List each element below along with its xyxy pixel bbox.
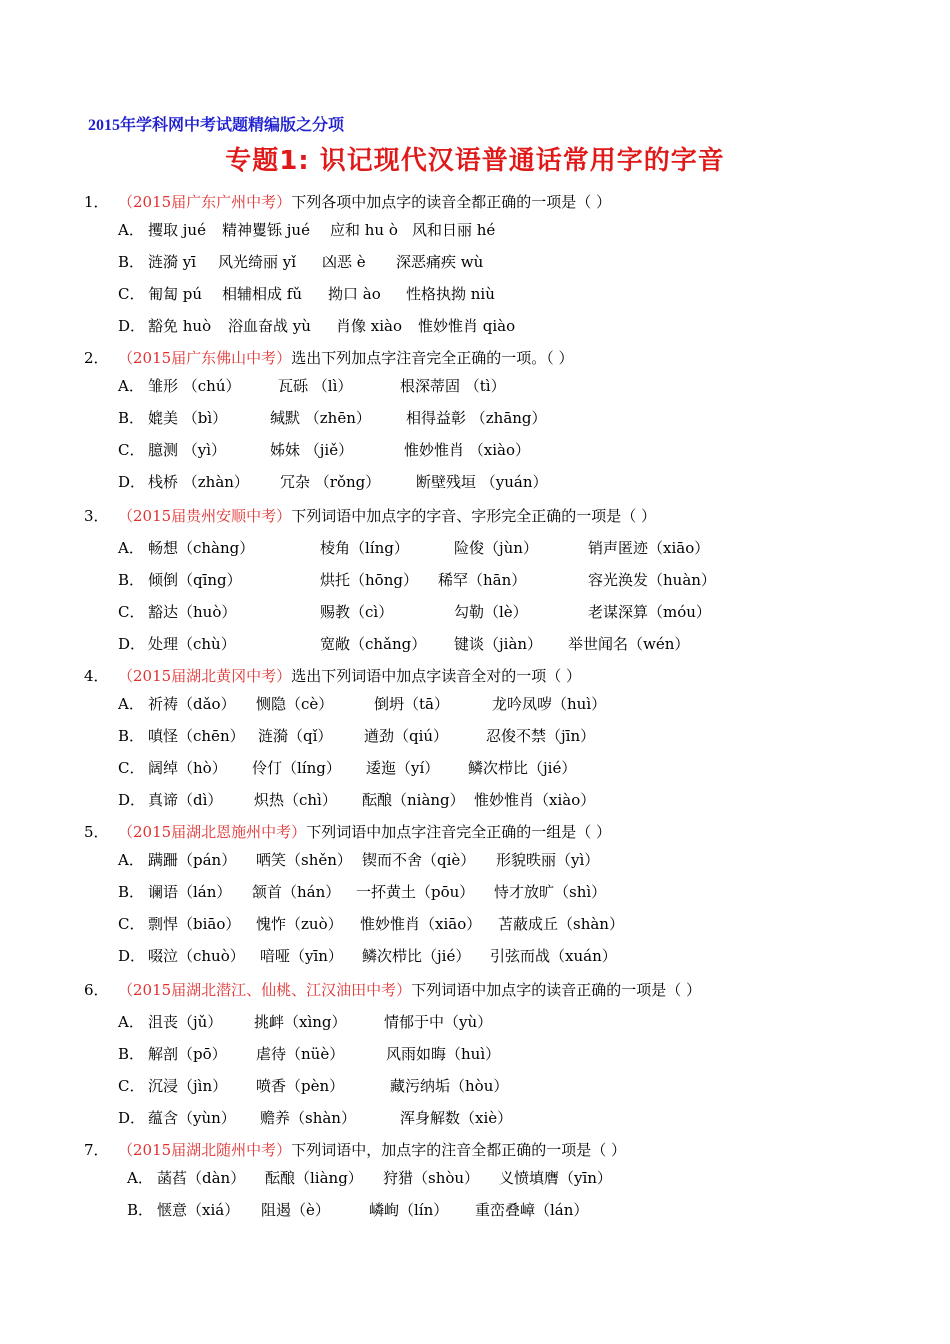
option-item: 棱角（líng）	[320, 539, 409, 557]
option-item: 鳞次栉比（jié）	[362, 947, 471, 965]
option-item: 沉浸（jìn）	[148, 1077, 228, 1095]
option-item: 精神矍铄 jué	[222, 221, 310, 239]
option-label: C．	[118, 603, 145, 621]
option-a	[118, 536, 710, 560]
option-item: 倾倒（qīng）	[148, 571, 242, 589]
option-item: 雏形 （chú）	[148, 377, 241, 395]
option-d	[118, 314, 516, 338]
option-item: 一抔黄土（pōu）	[356, 883, 475, 901]
option-item: 真谛（dì）	[148, 791, 223, 809]
option-label: B．	[118, 883, 145, 901]
option-item: 蕴含（yùn）	[148, 1109, 236, 1127]
option-item: 赐教（cì）	[320, 603, 394, 621]
option-item: 龙吟凤哕（huì）	[492, 695, 607, 713]
option-item: 缄默 （zhēn）	[270, 409, 371, 427]
option-item: 冗杂 （rǒng）	[280, 473, 381, 491]
option-item: 义愤填膺（yīn）	[499, 1169, 612, 1187]
option-label: C．	[118, 915, 145, 933]
option-b	[118, 250, 484, 274]
option-label: D．	[118, 1109, 146, 1127]
option-item: 祈祷（dǎo）	[148, 695, 236, 713]
option-label: A．	[118, 221, 144, 239]
option-item: 恃才放旷（shì）	[494, 883, 607, 901]
option-label: D．	[118, 317, 146, 335]
option-item: 重峦叠嶂（lán）	[475, 1201, 589, 1219]
option-item: 相辅相成 fǔ	[222, 285, 302, 303]
question-1	[84, 190, 611, 214]
option-b	[118, 1042, 501, 1066]
option-label: A．	[118, 695, 144, 713]
option-item: 酝酿（liàng）	[265, 1169, 363, 1187]
option-item: 形貌昳丽（yì）	[496, 851, 600, 869]
option-label: D．	[118, 791, 146, 809]
option-item: 伶仃（líng）	[252, 759, 341, 777]
option-c	[118, 1074, 509, 1098]
option-item: 赡养（shàn）	[260, 1109, 356, 1127]
option-label: C．	[118, 759, 145, 777]
option-item: 情郁于中（yù）	[384, 1013, 493, 1031]
option-item: 风雨如晦（huì）	[386, 1045, 501, 1063]
option-d	[118, 470, 548, 494]
option-label: C．	[118, 1077, 145, 1095]
option-item: 根深蒂固 （tì）	[400, 377, 506, 395]
option-a	[118, 218, 496, 242]
option-label: C．	[118, 285, 145, 303]
option-item: 炽热（chì）	[254, 791, 337, 809]
question-stem: 下列词语中加点字的字音、字形完全正确的一项是（ ）	[291, 507, 656, 525]
option-item: 栈桥 （zhàn）	[148, 473, 249, 491]
option-item: 狩猎（shòu）	[383, 1169, 480, 1187]
option-label: D．	[118, 635, 146, 653]
option-item: 嶙峋（lín）	[369, 1201, 449, 1219]
question-number: 7．	[84, 1141, 109, 1159]
option-item: 风和日丽 hé	[412, 221, 496, 239]
option-item: 性格执拗 niù	[406, 285, 495, 303]
option-label: B．	[118, 253, 145, 271]
question-stem: 选出下列加点字注音完全正确的一项。（ ）	[291, 349, 574, 367]
option-item: 肖像 xiào	[336, 317, 402, 335]
option-item: 阔绰（hò）	[148, 759, 227, 777]
option-item: 惟妙惟肖 （xiào）	[404, 441, 530, 459]
option-label: B．	[127, 1201, 154, 1219]
option-item: 老谋深算（móu）	[588, 603, 711, 621]
option-item: 藏污纳垢（hòu）	[390, 1077, 509, 1095]
option-item: 蹒跚（pán）	[148, 851, 237, 869]
question-stem: 选出下列词语中加点字读音全对的一项（ ）	[291, 667, 581, 685]
option-c	[118, 756, 577, 780]
option-c	[118, 600, 711, 624]
option-label: B．	[118, 409, 145, 427]
option-item: 瓦砾 （lì）	[278, 377, 353, 395]
option-item: 相得益彰 （zhāng）	[406, 409, 547, 427]
question-source: （2015届湖北随州中考）	[118, 1141, 292, 1159]
option-item: 匍匐 pú	[148, 285, 203, 303]
option-item: 剽悍（biāo）	[148, 915, 241, 933]
option-item: 处理（chù）	[148, 635, 236, 653]
question-5	[84, 820, 611, 844]
question-3	[84, 504, 656, 528]
option-b	[118, 406, 547, 430]
option-item: 攫取 jué	[148, 221, 206, 239]
question-stem: 下列词语中加点字注音完全正确的一组是（ ）	[306, 823, 611, 841]
option-item: 凶恶 è	[322, 253, 366, 271]
option-d	[118, 1106, 513, 1130]
option-d	[118, 788, 596, 812]
question-source: （2015届湖北黄冈中考）	[118, 667, 292, 685]
option-item: 臆测 （yì）	[148, 441, 227, 459]
option-item: 稀罕（hān）	[438, 571, 527, 589]
question-stem: 下列各项中加点字的读音全都正确的一项是（ ）	[291, 193, 611, 211]
option-a	[118, 374, 506, 398]
option-c	[118, 438, 530, 462]
option-c	[118, 282, 495, 306]
option-d	[118, 632, 690, 656]
option-c	[118, 912, 624, 936]
option-item: 引弦而战（xuán）	[490, 947, 617, 965]
option-item: 举世闻名（wén）	[568, 635, 690, 653]
option-item: 酝酿（niàng）	[362, 791, 465, 809]
question-6	[84, 978, 701, 1002]
question-source: （2015届广东佛山中考）	[118, 349, 292, 367]
option-item: 畅想（chàng）	[148, 539, 255, 557]
option-label: A．	[127, 1169, 153, 1187]
option-item: 应和 hu ò	[330, 221, 398, 239]
option-item: 惟妙惟肖（xiāo）	[360, 915, 482, 933]
option-item: 键谈（jiàn）	[454, 635, 543, 653]
option-item: 逶迤（yí）	[366, 759, 440, 777]
option-b	[127, 1198, 589, 1222]
option-b	[118, 568, 716, 592]
option-label: A．	[118, 851, 144, 869]
option-a	[127, 1166, 612, 1190]
question-number: 5．	[84, 823, 109, 841]
option-item: 啜泣（chuò）	[148, 947, 245, 965]
option-label: C．	[118, 441, 145, 459]
option-item: 恻隐（cè）	[256, 695, 334, 713]
question-number: 2．	[84, 349, 109, 367]
question-source: （2015届贵州安顺中考）	[118, 507, 292, 525]
option-item: 惟妙惟肖 qiào	[418, 317, 516, 335]
question-number: 1．	[84, 193, 109, 211]
option-item: 苫蔽成丘（shàn）	[498, 915, 624, 933]
question-source: （2015届湖北潜江、仙桃、江汉油田中考）	[118, 981, 412, 999]
option-a	[118, 1010, 493, 1034]
option-label: A．	[118, 377, 144, 395]
option-item: 豁达（huò）	[148, 603, 237, 621]
question-number: 3．	[84, 507, 109, 525]
option-item: 惟妙惟肖（xiào）	[474, 791, 596, 809]
option-item: 愧怍（zuò）	[256, 915, 343, 933]
series-header: 2015年学科网中考试题精编版之分项	[88, 117, 345, 134]
option-label: B．	[118, 571, 145, 589]
option-item: 倒坍（tā）	[374, 695, 449, 713]
option-item: 谰语（lán）	[148, 883, 232, 901]
question-source: （2015届广东广州中考）	[118, 193, 292, 211]
option-item: 断壁残垣 （yuán）	[416, 473, 548, 491]
question-7	[84, 1138, 626, 1162]
option-item: 销声匿迹（xiāo）	[588, 539, 710, 557]
option-item: 颔首（hán）	[252, 883, 341, 901]
option-item: 深恶痛疾 wù	[396, 253, 484, 271]
option-item: 险俊（jùn）	[454, 539, 538, 557]
page-title: 专题1: 识记现代汉语普通话常用字的字音	[225, 146, 725, 176]
option-label: B．	[118, 727, 145, 745]
option-label: D．	[118, 947, 146, 965]
option-item: 锲而不舍（qiè）	[362, 851, 476, 869]
option-item: 解剖（pō）	[148, 1045, 227, 1063]
question-source: （2015届湖北恩施州中考）	[118, 823, 307, 841]
option-item: 容光涣发（huàn）	[588, 571, 716, 589]
option-label: B．	[118, 1045, 145, 1063]
option-item: 姊妹 （jiě）	[270, 441, 354, 459]
question-number: 4．	[84, 667, 109, 685]
option-item: 遒劲（qiú）	[364, 727, 449, 745]
option-item: 豁免 huò	[148, 317, 212, 335]
option-item: 阻遏（è）	[261, 1201, 330, 1219]
option-item: 哂笑（shěn）	[256, 851, 352, 869]
option-a	[118, 692, 607, 716]
option-item: 浑身解数（xiè）	[400, 1109, 513, 1127]
option-item: 菡萏（dàn）	[157, 1169, 246, 1187]
option-item: 惬意（xiá）	[157, 1201, 240, 1219]
question-stem: 下列词语中，加点字的注音全都正确的一项是（ ）	[291, 1141, 626, 1159]
option-a	[118, 848, 600, 872]
option-b	[118, 880, 607, 904]
option-item: 忍俊不禁（jīn）	[486, 727, 596, 745]
option-item: 虐待（nüè）	[256, 1045, 345, 1063]
question-number: 6．	[84, 981, 109, 999]
question-4	[84, 664, 581, 688]
option-item: 鳞次栉比（jié）	[468, 759, 577, 777]
option-b	[118, 724, 596, 748]
option-label: A．	[118, 539, 144, 557]
option-d	[118, 944, 617, 968]
option-item: 宽敞（chǎng）	[320, 635, 427, 653]
option-label: D．	[118, 473, 146, 491]
option-item: 媲美 （bì）	[148, 409, 228, 427]
option-item: 涟漪（qǐ）	[258, 727, 333, 745]
option-item: 拗口 ào	[328, 285, 381, 303]
option-item: 烘托（hōng）	[320, 571, 418, 589]
option-item: 嗔怪（chēn）	[148, 727, 245, 745]
option-item: 挑衅（xìng）	[254, 1013, 347, 1031]
option-item: 喑哑（yīn）	[260, 947, 343, 965]
option-item: 涟漪 yī	[148, 253, 197, 271]
question-stem: 下列词语中加点字的读音正确的一项是（ ）	[411, 981, 701, 999]
option-item: 风光绮丽 yǐ	[218, 253, 297, 271]
option-item: 浴血奋战 yù	[228, 317, 311, 335]
option-item: 喷香（pèn）	[256, 1077, 345, 1095]
question-2	[84, 346, 573, 370]
option-item: 勾勒（lè）	[454, 603, 528, 621]
option-item: 沮丧（jǔ）	[148, 1013, 223, 1031]
option-label: A．	[118, 1013, 144, 1031]
